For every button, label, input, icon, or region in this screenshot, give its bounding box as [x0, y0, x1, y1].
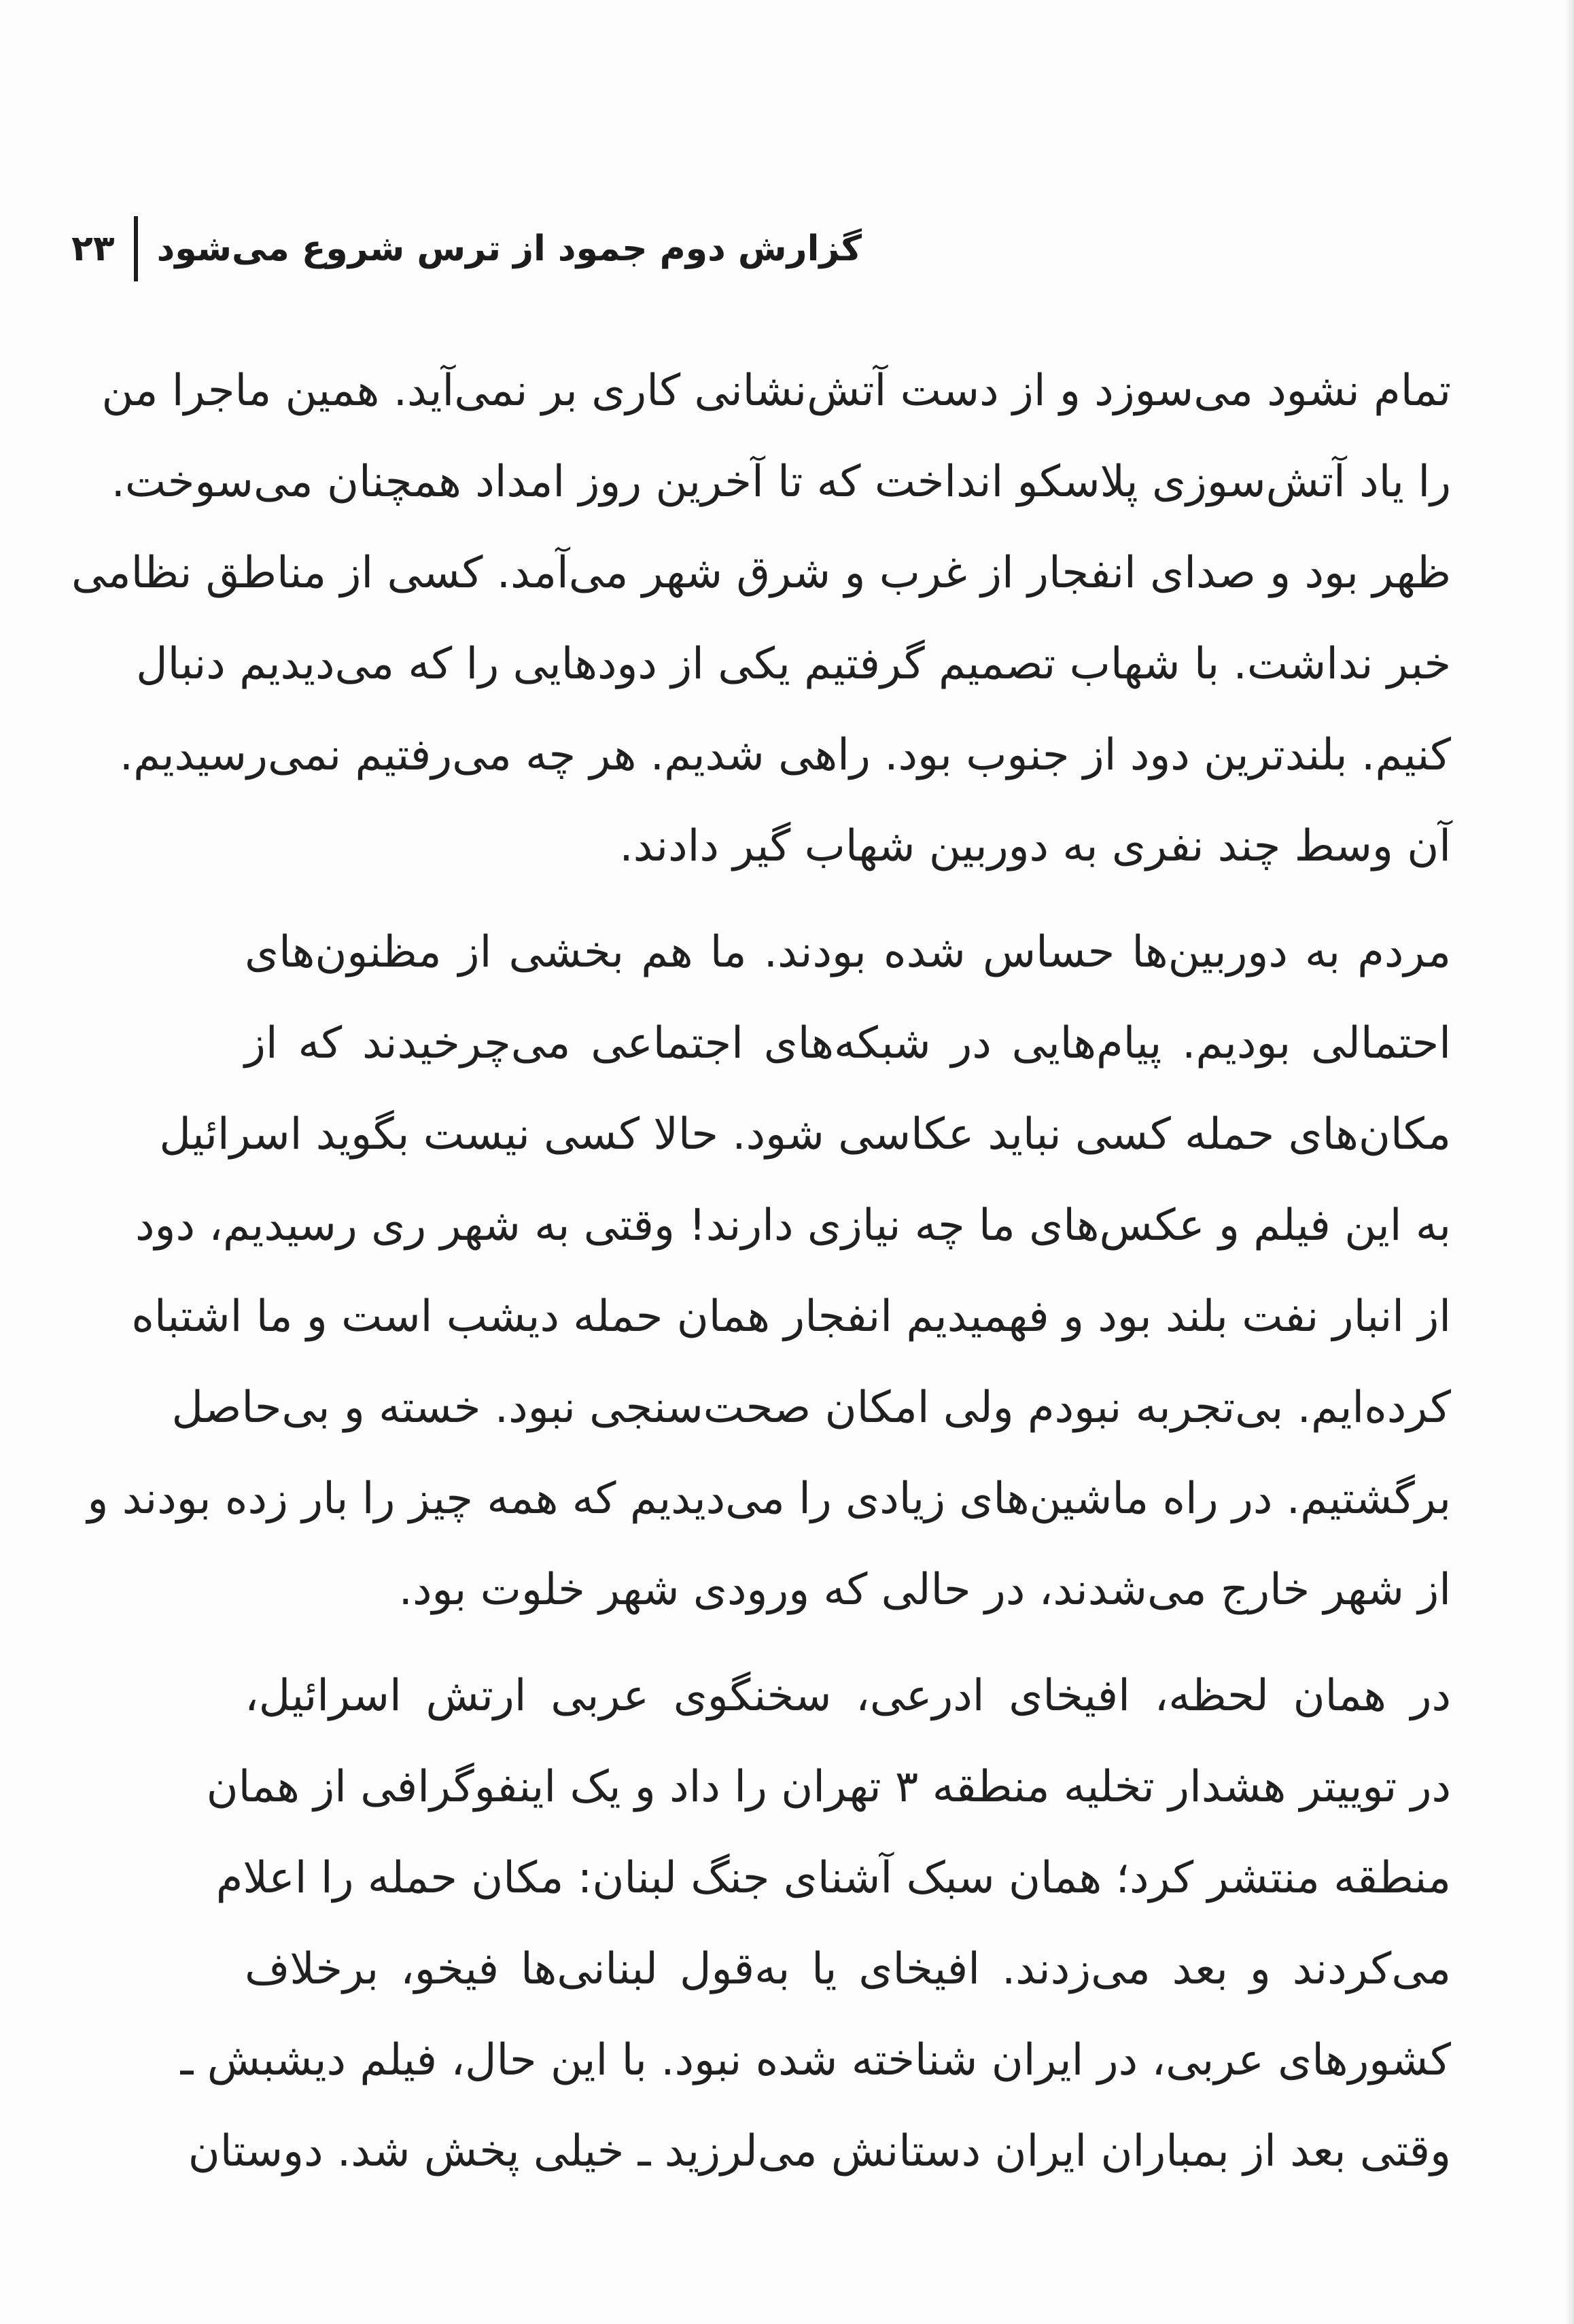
- text-line: در توییتر هشدار تخلیه منطقه ۳ تهران را داد و یک اینفوگرافی از همان: [206, 1762, 1451, 1812]
- text-line: منطقه منتشر کرد؛ همان سبک آشنای جنگ لبنان: مکان حمله را اعلام: [215, 1853, 1451, 1903]
- text-line: کنیم. بلندترین دود از جنوب بود. راهی شدیم. هر چه می‌رفتیم نمی‌رسیدیم.: [119, 730, 1451, 780]
- text-line: مکان‌های حمله کسی نباید عکاسی شود. حالا کسی نیست بگوید اسرائیل: [159, 1109, 1451, 1160]
- text-line: مردم به دوربین‌ها حساس شده بودند. ما هم بخشی از مظنون‌های: [245, 927, 1451, 977]
- paragraph-2: [87, 907, 1451, 1635]
- text-line: احتمالی بودیم. پیام‌هایی در شبکه‌های اجتماعی می‌چرخیدند که از: [245, 1018, 1451, 1069]
- text-line: را یاد آتش‌سوزی پلاسکو انداخت که تا آخرین روز امداد همچنان می‌سوخت.: [111, 457, 1451, 507]
- text-line: خبر نداشت. با شهاب تصمیم گرفتیم یکی از دودهایی را که می‌دیدیم دنبال: [136, 639, 1451, 689]
- running-header: [71, 216, 862, 281]
- text-line: در همان لحظه، افیخای ادرعی، سخنگوی عربی ارتش اسرائیل،: [245, 1671, 1451, 1721]
- text-line: تمام نشود می‌سوزد و از دست آتش‌نشانی کاری بر نمی‌آید. همین ماجرا من: [101, 366, 1451, 416]
- text-line: برگشتیم. در راه ماشین‌های زیادی را می‌دیدیم که همه چیز را بار زده بودند و: [87, 1474, 1451, 1524]
- paragraph-3: [180, 1650, 1451, 2197]
- text-line: کشورهای عربی، در ایران شناخته شده نبود. با این حال، فیلم دیشبش ـ: [180, 2035, 1451, 2085]
- page-number: ۲۳: [71, 228, 115, 269]
- text-line: وقتی بعد از بمباران ایران دستانش می‌لرزید ـ خیلی پخش شد. دوستان: [188, 2126, 1451, 2176]
- running-title: گزارش دوم جمود از ترس شروع می‌شود: [156, 228, 862, 269]
- text-line: ظهر بود و صدای انفجار از غرب و شرق شهر می‌آمد. کسی از مناطق نظامی: [71, 548, 1451, 598]
- text-line: از شهر خارج می‌شدند، در حالی که ورودی شهر خلوت بود.: [398, 1565, 1451, 1615]
- paragraph-1: [71, 345, 1451, 892]
- text-line: کرده‌ایم. بی‌تجربه نبودم ولی امکان صحت‌سنجی نبود. خسته و بی‌حاصل: [171, 1383, 1451, 1433]
- text-line: از انبار نفت بلند بود و فهمیدیم انفجار همان حمله دیشب است و ما اشتباه: [131, 1291, 1451, 1342]
- body-text: [71, 345, 1451, 2212]
- header-divider: [134, 216, 138, 281]
- text-line: آن وسط چند نفری به دوربین شهاب گیر دادند.: [619, 821, 1451, 871]
- text-line: به این فیلم و عکس‌های ما چه نیازی دارند! وقتی به شهر ری رسیدیم، دود: [135, 1200, 1451, 1251]
- text-line: می‌کردند و بعد می‌زدند. افیخای یا به‌قول لبنانی‌ها فیخو، برخلاف: [245, 1944, 1451, 1994]
- scan-edge-shadow: [1564, 0, 1574, 2324]
